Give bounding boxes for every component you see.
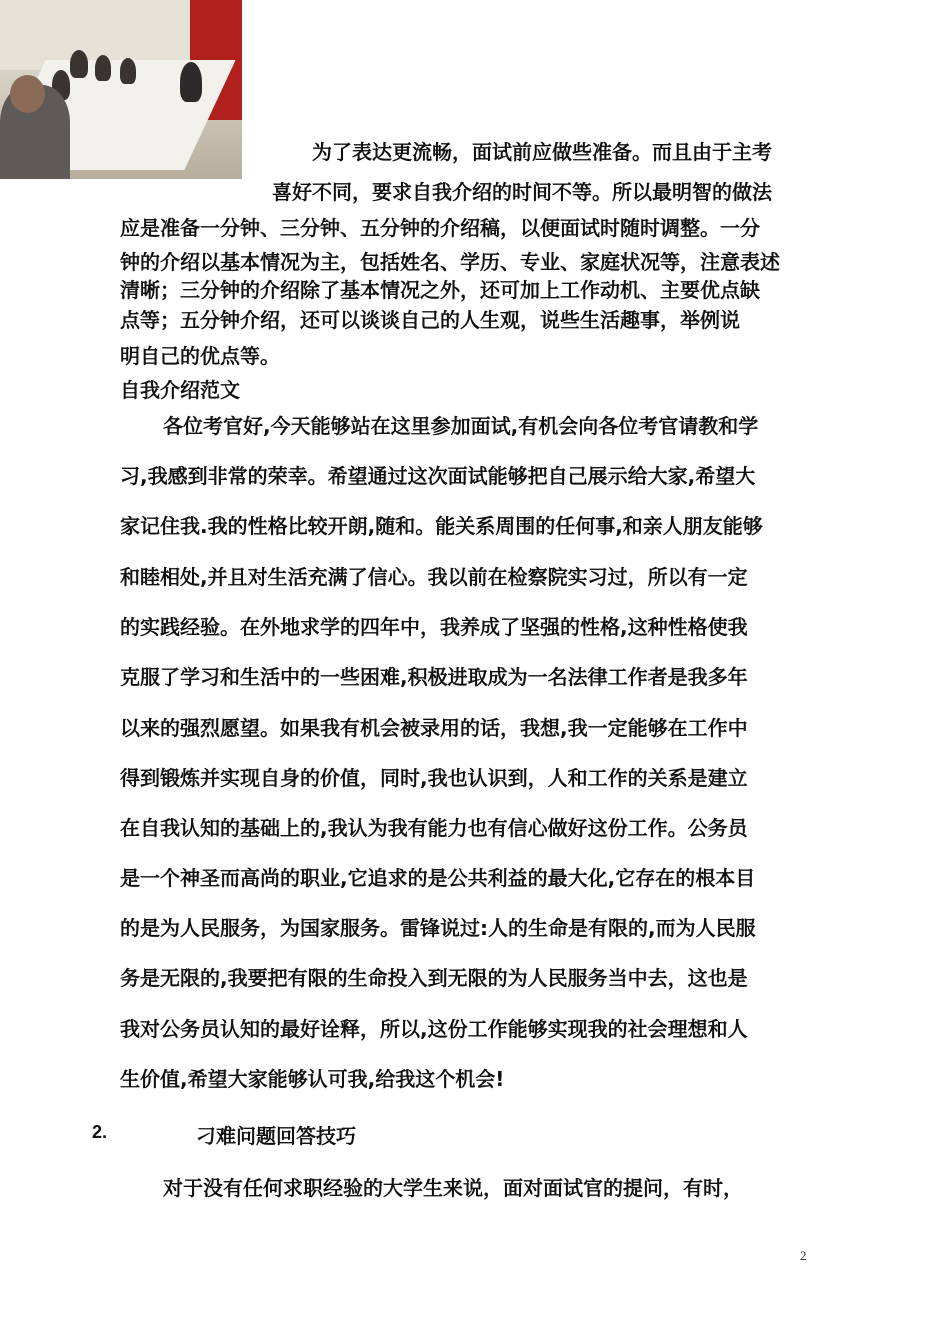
sample-line: 的是为人民服务，为国家服务。雷锋说过:人的生命是有限的,而为人民服: [120, 916, 756, 940]
sample-line: 得到锻炼并实现自身的价值，同时,我也认识到，人和工作的关系是建立: [120, 766, 748, 790]
sample-line: 生价值,希望大家能够认可我,给我这个机会!: [120, 1067, 505, 1091]
sample-heading: 自我介绍范文: [120, 378, 240, 402]
page-number: 2: [800, 1248, 807, 1263]
sample-line: 务是无限的,我要把有限的生命投入到无限的为人民服务当中去，这也是: [120, 966, 748, 990]
sample-line: 以来的强烈愿望。如果我有机会被录用的话，我想,我一定能够在工作中: [120, 716, 748, 740]
sample-line: 的实践经验。在外地求学的四年中，我养成了坚强的性格,这种性格使我: [120, 615, 748, 639]
sample-line: 是一个神圣而高尚的职业,它追求的是公共利益的最大化,它存在的根本目: [120, 866, 756, 890]
sample-line: 克服了学习和生活中的一些困难,积极进取成为一名法律工作者是我多年: [120, 665, 748, 689]
meeting-photo: [0, 0, 242, 179]
intro-line: 为了表达更流畅，面试前应做些准备。而且由于主考: [312, 140, 772, 164]
section-number: 2.: [92, 1122, 108, 1142]
sample-line: 各位考官好,今天能够站在这里参加面试,有机会向各位考官请教和学: [163, 414, 759, 438]
intro-line: 清晰；三分钟的介绍除了基本情况之外，还可加上工作动机、主要优点缺: [120, 278, 760, 302]
sample-line: 和睦相处,并且对生活充满了信心。我以前在检察院实习过，所以有一定: [120, 565, 748, 589]
intro-line: 应是准备一分钟、三分钟、五分钟的介绍稿，以便面试时随时调整。一分: [120, 216, 760, 240]
sample-line: 习,我感到非常的荣幸。希望通过这次面试能够把自己展示给大家,希望大: [120, 464, 756, 488]
sample-line: 我对公务员认知的最好诠释，所以,这份工作能够实现我的社会理想和人: [120, 1017, 748, 1041]
intro-line: 明自己的优点等。: [120, 344, 280, 368]
intro-line: 点等；五分钟介绍，还可以谈谈自己的人生观，说些生活趣事，举例说: [120, 308, 740, 332]
section-title: 刁难问题回答技巧: [196, 1124, 356, 1148]
sample-line: 在自我认知的基础上的,我认为我有能力也有信心做好这份工作。公务员: [120, 816, 748, 840]
section2-paragraph-line: 对于没有任何求职经验的大学生来说，面对面试官的提问，有时，: [163, 1176, 743, 1200]
sample-line: 家记住我.我的性格比较开朗,随和。能关系周围的任何事,和亲人朋友能够: [120, 514, 763, 538]
intro-line: 喜好不同，要求自我介绍的时间不等。所以最明智的做法: [272, 180, 772, 204]
intro-line: 钟的介绍以基本情况为主，包括姓名、学历、专业、家庭状况等，注意表述: [120, 250, 780, 274]
